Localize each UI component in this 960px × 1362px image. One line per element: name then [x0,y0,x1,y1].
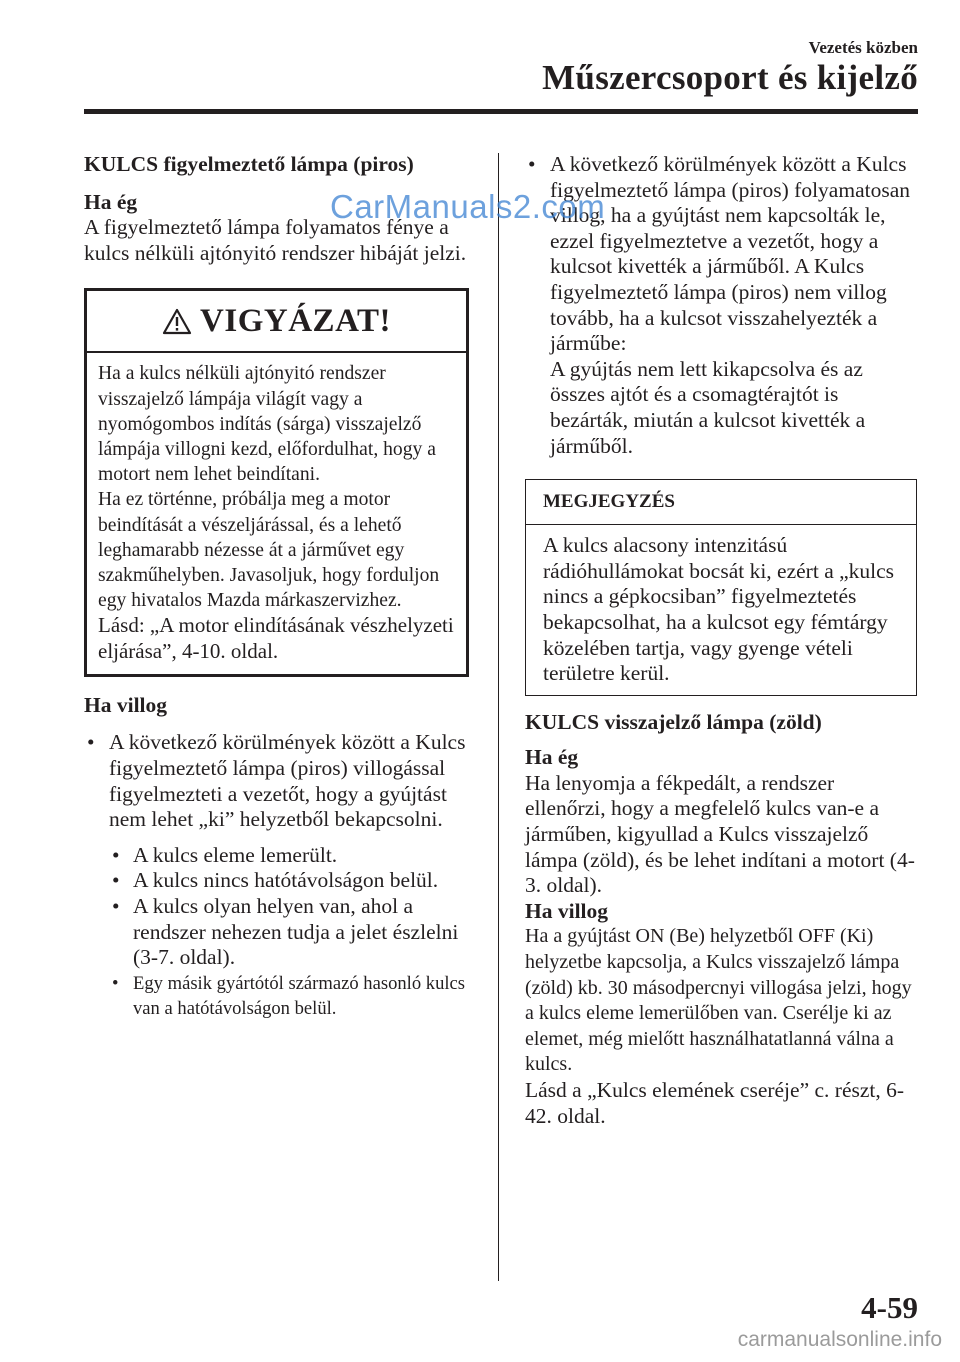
paragraph-if-flashing-green: Ha a gyújtást ON (Be) helyzetből OFF (Ki) helyzetbe kapcsolja, a Kulcs visszajelző lámpa (zöld) kb. 30 másodpercnyi villogása jelzi, hogy a kulcs eleme lemerülőben van. Cserélje ki az elemet, még mielőtt használhatatlanná válna a kulcs. [525,925,912,1076]
warning-header [87,291,466,353]
section-heading-key-indicator-green: KULCS visszajelző lámpa (zöld) [525,709,822,734]
note-box [525,479,917,696]
subheading-if-flashing: Ha villog [84,692,168,717]
sub-list-item: • A kulcs eleme lemerült. [84,843,474,869]
paragraph-if-on-green: Ha lenyomja a fékpedált, a rendszer ellenőrzi, hogy a megfelelő kulcs van-e a járműben, kigyullad a Kulcs visszajelző lámpa (zöld), és be lehet indítani a motort (4-3. oldal). [525,770,915,898]
note-title: MEGJEGYZÉS [526,480,916,525]
subheading-if-on: Ha ég [525,745,579,770]
list-item: • A következő körülmények között a Kulcs figyelmeztető lámpa (piros) villogással figyelmezteti a vezetőt, hogy a gyújtást nem lehet „ki” helyzetből bekapcsolni. [84,730,474,832]
header-rule [84,109,918,114]
paragraph-see-also: Lásd a „Kulcs elemének cseréje” c. részt, 6-42. oldal. [525,1078,905,1128]
list-item: • A következő körülmények között a Kulcs figyelmeztető lámpa (piros) folyamatosan villog, ha a gyújtást nem kapcsolták le, ezzel figyelmeztetve a vezetőt, hogy a kulcsot kivették a járműből. A Kulcs figyelmeztető lámpa (piros) nem villog tovább, ha a kulcsot visszahelyezték a járműbe: [525,152,919,357]
warning-triangle-icon [162,308,192,335]
sub-list-item: • A kulcs olyan helyen van, ahol a rendszer nehezen tudja a jelet észlelni (3-7. oldal). [84,894,474,971]
right-column [525,152,919,1129]
watermark: CarManuals2.com [330,188,606,225]
subheading-if-on: Ha ég [84,189,138,214]
page-number: 4-59 [861,1290,918,1325]
note-text: A kulcs alacsony intenzitású rádióhullámokat bocsát ki, ezért a „kulcs nincs a gépkocsiban” figyelmeztetés bekapcsolhat, ha a kulcsot egy fémtárgy közelében tartja, vagy gyenge vételi területre kerül. [543,533,895,686]
warning-box [84,288,469,676]
column-divider [498,153,499,1281]
warning-title: VIGYÁZAT! [200,302,391,339]
paragraph-if-on: A figyelmeztető lámpa folyamatos fénye a kulcs nélküli ajtónyitó rendszer hibáját jelzi. [84,215,467,265]
subheading-if-flashing: Ha villog [525,898,609,923]
list-item-continuation: A gyújtás nem lett kikapcsolva és az összes ajtót és a csomagtérajtót is bezárták, miután a kulcsot kivették a járműből. [550,356,866,458]
warning-text-3: Lásd: „A motor elindításának vészhelyzeti eljárása”, 4-10. oldal. [98,613,454,663]
footer-url: carmanualsonline.info [737,1328,942,1351]
running-header-section: Vezetés közben [808,38,918,57]
warning-text-2: Ha ez történne, próbálja meg a motor beindítását a vészeljárással, és a lehető leghamarabb nézesse át a járművet egy szakműhelyben. Javasoljuk, hogy forduljon egy hivatalos Mazda márkaszervizhez. [98,489,440,612]
running-header-title: Műszercsoport és kijelző [542,58,918,97]
warning-text-1: Ha a kulcs nélküli ajtónyitó rendszer visszajelző lámpája világít vagy a nyomógombos indítás (sárga) visszajelző lámpája villogni kezd, előfordulhat, hogy a motort nem lehet beindítani. [98,363,436,486]
section-heading-key-warning-red: KULCS figyelmeztető lámpa (piros) [84,152,414,176]
left-column [84,152,474,1022]
sub-list-item: • Egy másik gyártótól származó hasonló kulcs van a hatótávolságon belül. [84,971,474,1022]
warning-body [87,353,466,673]
sub-list-item: • A kulcs nincs hatótávolságon belül. [84,868,474,894]
